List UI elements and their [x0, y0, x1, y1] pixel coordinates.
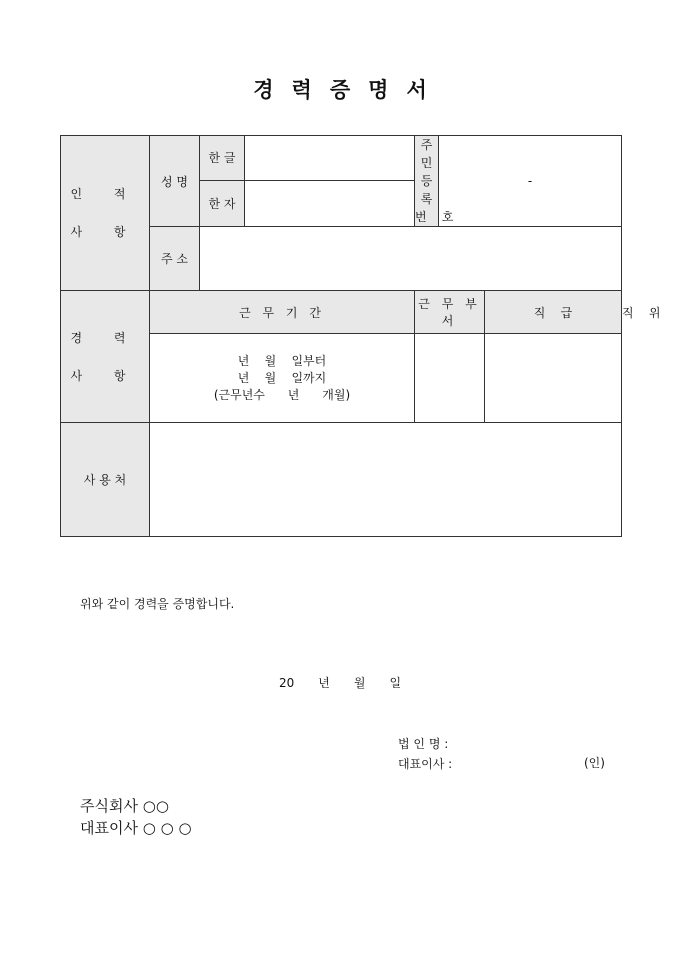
usage-label: 사 용 처 [61, 423, 150, 537]
seal-mark: (인) [584, 756, 605, 770]
date-month-unit: 월 [353, 676, 366, 690]
usage-field[interactable] [150, 423, 622, 537]
rrn-field[interactable]: - [439, 136, 622, 227]
hangul-name-field[interactable] [245, 136, 415, 181]
date-day-unit: 일 [389, 676, 402, 690]
grade-field[interactable] [485, 334, 622, 423]
name-label: 성 명 [150, 136, 200, 227]
department-field[interactable] [415, 334, 485, 423]
rrn-label: 주민등록 번 호 [415, 136, 439, 227]
date-year: 20 [278, 676, 295, 690]
hanja-name-field[interactable] [245, 180, 415, 226]
ceo-label: 대표이사 : [398, 757, 453, 771]
company-block [80, 795, 192, 839]
corporate-name-label: 법 인 명 : [398, 737, 449, 751]
signature-block [398, 734, 452, 774]
title-char: 명 [368, 77, 389, 102]
company-ceo: 대표이사 ○ ○ ○ [80, 819, 192, 837]
date-year-unit: 년 [318, 676, 330, 690]
title-char: 증 [329, 77, 351, 102]
title-char: 력 [291, 77, 312, 102]
hangul-label: 한 글 [200, 136, 245, 181]
address-label: 주 소 [150, 227, 200, 291]
issue-date [0, 674, 680, 691]
document-title [0, 74, 680, 104]
personal-info-label: 인 적 사 항 [61, 136, 150, 291]
grade-header: 직 급 [485, 291, 622, 334]
career-certificate-form: 인 적 사 항 성 명 한 글 주민등록 번 호 - 한 자 주 소 경 력 사 항 근 무 기 간 근 무 부 서 직 급 직 위 년 월 일부터 년 월 일까지 (근무년수 년 개월) 사 용 처 [60, 135, 622, 537]
career-info-label: 경 력 사 항 [61, 291, 150, 423]
department-header: 근 무 부 서 [415, 291, 485, 334]
work-period-field[interactable]: 년 월 일부터 년 월 일까지 (근무년수 년 개월) [150, 334, 415, 423]
certification-statement: 위와 같이 경력을 증명합니다. [80, 597, 235, 611]
company-name: 주식회사 ○○ [80, 797, 169, 815]
title-char: 서 [406, 77, 427, 102]
title-char: 경 [253, 77, 274, 102]
address-field[interactable] [200, 227, 622, 291]
work-period-header: 근 무 기 간 [150, 291, 415, 334]
hanja-label: 한 자 [200, 180, 245, 226]
